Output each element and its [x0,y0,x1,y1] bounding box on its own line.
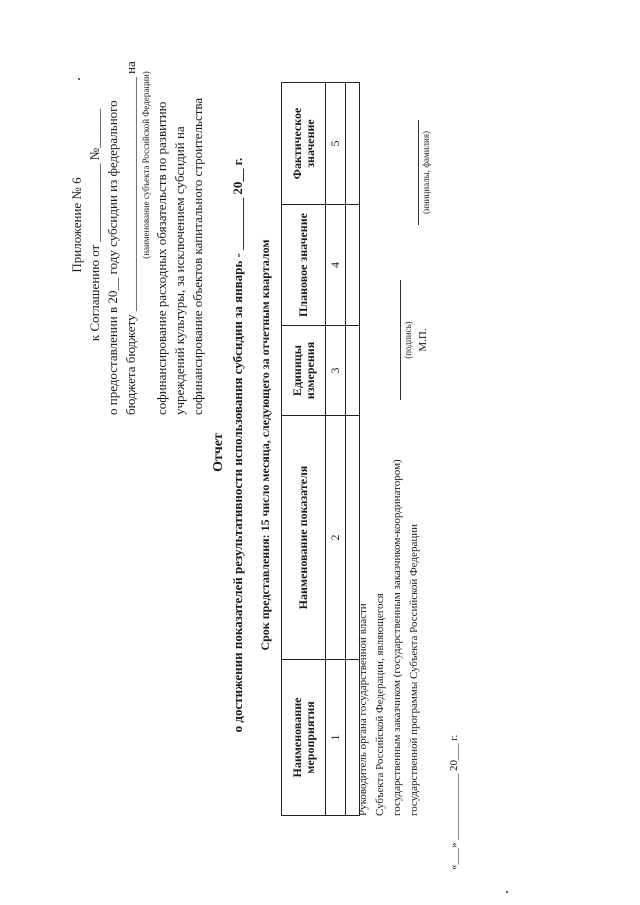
scan-speck [506,891,508,893]
header-unit: Единицы измерения [282,326,326,416]
annex-line-3: софинансирование расходных обязательств по развитию [154,101,169,415]
annex-line-1: о предоставлении в 20__ году субсидии из федерального [105,100,120,415]
signature-line [400,280,401,400]
signatory-line-1: Руководитель органа государственной власти [357,603,369,816]
table-number-row [326,83,346,816]
column-number-4: 4 [326,205,346,326]
signatory-line-2: Субъекта Российской Федерации, являющегося [374,593,386,816]
indicators-table [281,82,360,816]
name-line [418,120,419,225]
header-event-name: Наименование мероприятия [282,660,326,816]
column-number-3: 3 [326,326,346,416]
header-planned-value: Плановое значение [282,205,326,326]
header-actual-value: Фактическое значение [282,83,326,205]
report-title: Отчет [211,433,226,472]
header-indicator-name: Наименование показателя [282,416,326,660]
annex-agreement-line: к Соглашению от ____________ №______ [87,108,102,342]
report-deadline: Срок представления: 15 число месяца, следующего за отчетным кварталом [258,239,272,651]
annex-line-2: бюджета бюджету ____________________________________ на [123,61,138,415]
annex-line-5: софинансирование объектов капитального строительства [190,97,205,415]
column-number-1: 1 [326,660,346,816]
report-subtitle: о достижении показателей результативности использования субсидии за январь - ________ 20__ г. [230,157,245,733]
signatory-line-4: государственной программы Субъекта Российской Федерации [408,524,420,816]
name-caption: (инициалы, фамилия) [421,131,431,214]
signatory-line-3: государственным заказчиком (государственным заказчиком-координатором) [391,459,403,816]
annex-title: Приложение № 6 [69,177,84,273]
annex-line-4: учреждений культуры, за исключением субсидий на [172,126,187,415]
signature-date: «___» ____________ 20___ г. [448,734,460,870]
stamp-mark: М.П. [417,328,429,352]
annex-line-2-caption: (наименование субъекта Российской Федерации) [141,71,151,259]
scan-speck [78,78,80,80]
table-header-row [282,83,326,816]
column-number-2: 2 [326,416,346,660]
signature-caption: (подпись) [403,321,413,359]
column-number-5: 5 [326,83,346,205]
